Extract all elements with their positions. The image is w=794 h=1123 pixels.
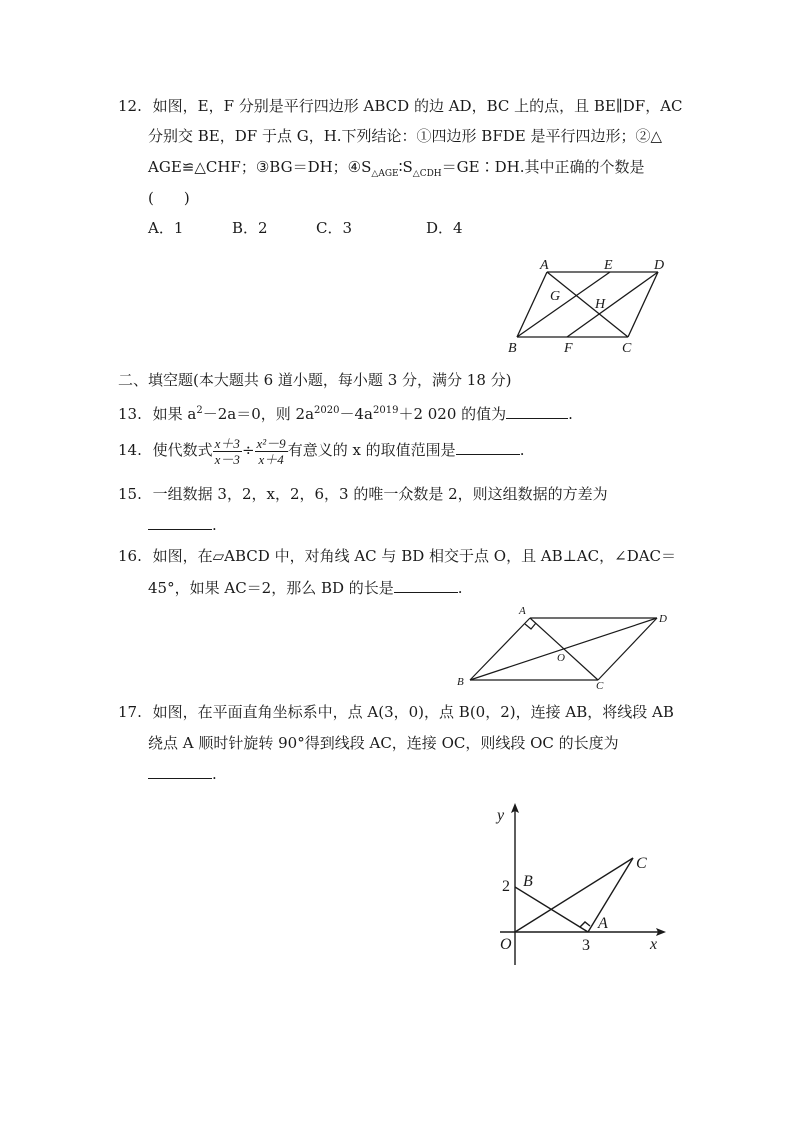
q12-label-h: H (595, 297, 606, 312)
q12-label-e: E (604, 258, 613, 273)
q13-sup-3: 2019 (372, 405, 399, 416)
q12-number: 12. (118, 97, 142, 115)
q12-edge-dc (628, 272, 658, 337)
q12-label-b: B (508, 341, 517, 356)
q16-label-c: C (596, 680, 604, 692)
q12-line1 (118, 96, 683, 116)
q16-line1 (118, 546, 676, 566)
q14-fraction-2-numerator: x²－9 (256, 435, 286, 451)
q15-line1 (118, 484, 608, 504)
q17-segment-oc (515, 858, 633, 932)
q12-label-g: G (550, 289, 561, 304)
q13-end: . (568, 405, 573, 423)
q12-sub-cdh: △CDH (412, 169, 442, 179)
q17-tick-3: 3 (582, 937, 590, 954)
q12-label-a: A (540, 258, 549, 273)
q17-label-b: B (523, 873, 533, 890)
q12-text-line1: 如图，E，F 分别是平行四边形 ABCD 的边 AD，BC 上的点，且 BE∥DF，AC (152, 97, 683, 115)
q17-right-angle-mark (580, 922, 590, 927)
q16-edge-ab (470, 618, 530, 680)
q16-label-a: A (519, 605, 526, 617)
q16-label-d: D (659, 613, 667, 625)
section2-heading (118, 370, 512, 390)
q17-tick-2: 2 (502, 878, 510, 895)
q16-label-b: B (457, 676, 464, 688)
q12-option-d: D．4 (426, 219, 463, 237)
q12-figure (500, 252, 680, 360)
q14-fraction-1 (213, 436, 242, 467)
q17-text-line1: 如图，在平面直角坐标系中，点 A(3，0)，点 B(0，2)，连接 AB，将线段 AB (152, 703, 674, 721)
q17-line2 (148, 733, 619, 753)
q12-line2 (148, 126, 662, 146)
q14-line (118, 433, 524, 467)
q14-fraction-2-denominator: x＋4 (258, 451, 284, 467)
q17-label-y: y (497, 807, 505, 824)
q16-text-line2: 45°，如果 AC＝2，那么 BD 的长是 (148, 579, 394, 597)
q13-number: 13. (118, 405, 142, 423)
q17-end: . (212, 765, 217, 783)
q16-number: 16. (118, 547, 142, 565)
q17-figure (490, 800, 680, 970)
q13-text-2: －2a＝0，则 2a (202, 405, 315, 423)
q12-option-b: B．2 (232, 219, 268, 237)
q13-sup-2: 2020 (314, 405, 340, 416)
q12-text-line2: 分别交 BE，DF 于点 G，H.下列结论：①四边形 BFDE 是平行四边形；②△ (148, 127, 663, 145)
q12-option-c: C．3 (316, 219, 353, 237)
q15-end: . (212, 516, 217, 534)
q12-text-line3-mid: ∶S (398, 158, 413, 176)
q16-diagonal-bd (470, 618, 657, 680)
q17-label-o: O (500, 936, 512, 953)
q12-text-line3-end: ＝GE∶DH.其中正确的个数是 (441, 158, 645, 176)
q15-line2 (148, 515, 217, 535)
q16-answer-blank[interactable] (394, 578, 458, 593)
q17-label-x: x (650, 936, 658, 953)
q16-text-line1: 如图，在▱ABCD 中，对角线 AC 与 BD 相交于点 O，且 AB⊥AC，∠DAC＝ (152, 547, 677, 565)
q15-answer-blank[interactable] (148, 515, 212, 530)
q14-end: . (519, 441, 525, 459)
q14-divide-sign: ÷ (241, 441, 255, 459)
q12-answer-paren: ( ) (148, 189, 190, 207)
q12-label-c: C (622, 341, 632, 356)
q16-label-o: O (557, 652, 565, 664)
q16-right-angle-mark (525, 623, 536, 629)
q17-text-line2: 绕点 A 顺时针旋转 90°得到线段 AC，连接 OC，则线段 OC 的长度为 (148, 734, 619, 752)
q12-diagonal-ac (547, 272, 628, 337)
q15-number: 15. (118, 485, 142, 503)
q14-answer-blank[interactable] (456, 440, 520, 455)
q12-line3 (148, 157, 644, 184)
q17-label-c: C (636, 855, 647, 872)
q17-number: 17. (118, 703, 142, 721)
q12-text-line3: AGE≌△CHF；③BG＝DH；④S (148, 158, 372, 176)
q12-paren (148, 188, 190, 208)
q14-text-1: 使代数式 (152, 441, 213, 459)
q14-fraction-1-numerator: x＋3 (214, 435, 240, 451)
q14-fraction-2 (255, 436, 288, 467)
q16-line2 (148, 578, 463, 598)
q13-text-1: 如果 a (152, 405, 197, 423)
q12-segment-fd (567, 272, 658, 337)
q17-line1 (118, 702, 674, 722)
q14-text-2: 有意义的 x 的取值范围是 (287, 441, 456, 459)
section2-heading-text: 二、填空题(本大题共 6 道小题，每小题 3 分，满分 18 分) (118, 371, 512, 389)
q17-label-a: A (598, 915, 608, 932)
q12-label-f: F (564, 341, 573, 356)
q12-option-a: A．1 (148, 219, 184, 237)
q13-answer-blank[interactable] (506, 404, 568, 419)
q14-fraction-1-denominator: x－3 (214, 451, 240, 467)
q16-end: . (457, 579, 463, 597)
q17-answer-blank[interactable] (148, 764, 212, 779)
q12-options (148, 218, 468, 238)
q12-label-d: D (654, 258, 665, 273)
q16-figure (452, 600, 677, 692)
q13-text-4: ＋2 020 的值为 (398, 405, 507, 423)
q17-line3 (148, 764, 217, 784)
q13-line (118, 401, 573, 424)
q15-text-line1: 一组数据 3，2，x，2，6，3 的唯一众数是 2，则这组数据的方差为 (152, 485, 608, 503)
q14-number: 14. (118, 441, 142, 459)
q12-sub-agе: △AGE (371, 169, 399, 179)
q17-segment-ac (588, 858, 633, 932)
q13-sup-1: 2 (196, 405, 203, 416)
q13-text-3: －4a (339, 405, 373, 423)
